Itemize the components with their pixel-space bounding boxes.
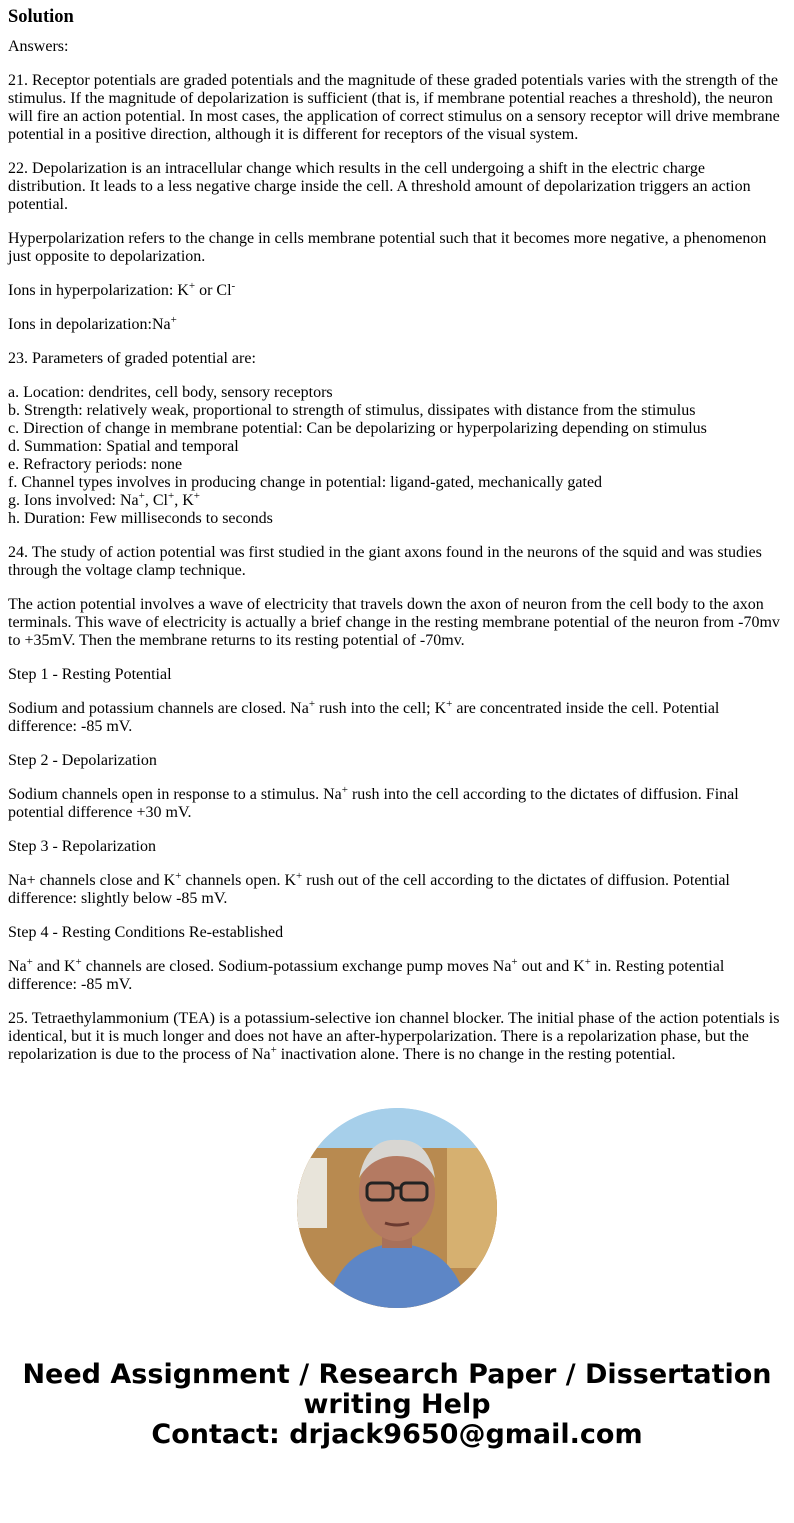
paragraph bbox=[8, 838, 786, 856]
text-run: 21. Receptor potentials are graded potentials and the magnitude of these graded potentials varies with the strength of the stimulus. If the magnitude of depolarization is sufficient (that is, if membrane potential reaches a threshold), the neuron will fire an action potential. In most cases, the application of correct stimulus on a sensory receptor will drive membrane potential in a positive direction, although it is different for receptors of the visual system. bbox=[8, 72, 780, 143]
paragraph bbox=[8, 384, 786, 528]
text-run: or Cl bbox=[195, 282, 232, 299]
text-run: in. Resting potential difference: -85 mV. bbox=[8, 958, 725, 993]
text-run: Ions in hyperpolarization: K bbox=[8, 282, 189, 299]
superscript: - bbox=[231, 280, 236, 292]
paragraph bbox=[8, 666, 786, 684]
author-photo bbox=[297, 1108, 497, 1308]
superscript: + bbox=[170, 314, 177, 326]
text-run: inactivation alone. There is no change in the resting potential. bbox=[276, 1046, 676, 1063]
paragraph bbox=[8, 160, 786, 214]
paragraph bbox=[8, 72, 786, 144]
banner-headline: Need Assignment / Research Paper / Dissertation writing Help bbox=[22, 1359, 772, 1420]
paragraph bbox=[8, 752, 786, 770]
text-run: The action potential involves a wave of electricity that travels down the axon of neuron from the cell body to the axon terminals. This wave of electricity is actually a brief change in the resting membrane potential of the neuron from -70mv to +35mV. Then the membrane returns to its resting potential of -70mv. bbox=[8, 596, 780, 649]
text-run: Step 4 - Resting Conditions Re-established bbox=[8, 924, 284, 941]
superscript: + bbox=[341, 784, 348, 796]
text-run: out and K bbox=[517, 958, 585, 975]
paragraph bbox=[8, 316, 786, 334]
paragraph bbox=[8, 544, 786, 580]
superscript: + bbox=[168, 490, 175, 502]
text-run: Ions in depolarization:Na bbox=[8, 316, 171, 333]
text-run: f. Channel types involves in producing change in potential: ligand-gated, mechanically gated bbox=[8, 474, 603, 491]
paragraph bbox=[8, 1010, 786, 1064]
text-run: 25. Tetraethylammonium (TEA) is a potassium-selective ion channel blocker. The initial phase of the action potentials is identical, but it is much longer and does not have an after-hyperpolarization. There is a repolarization phase, but the repolarization is due to the process of Na bbox=[8, 1010, 780, 1063]
superscript: + bbox=[308, 698, 316, 710]
paragraph bbox=[8, 38, 786, 56]
text-run: Answers: bbox=[8, 38, 69, 55]
solution-title: Solution bbox=[8, 7, 74, 27]
text-run: rush into the cell; K bbox=[315, 700, 447, 717]
paragraph bbox=[8, 924, 786, 942]
author-photo-container bbox=[0, 1108, 794, 1308]
paragraph bbox=[8, 700, 786, 736]
paragraph bbox=[8, 350, 786, 368]
text-run: rush out of the cell according to the dictates of diffusion. Potential difference: slightly below -85 mV. bbox=[8, 872, 730, 907]
banner-contact: Contact: drjack9650@gmail.com bbox=[151, 1419, 643, 1450]
paragraph bbox=[8, 596, 786, 650]
text-run: d. Summation: Spatial and temporal bbox=[8, 438, 239, 455]
superscript: + bbox=[175, 870, 182, 882]
superscript: + bbox=[26, 956, 33, 968]
text-run: Step 1 - Resting Potential bbox=[8, 666, 172, 683]
text-run: Na+ channels close and K bbox=[8, 872, 176, 889]
text-run: c. Direction of change in membrane potential: Can be depolarizing or hyperpolarizing depending on stimulus bbox=[8, 420, 707, 437]
text-run: are concentrated inside the cell. Potential difference: -85 mV. bbox=[8, 700, 720, 735]
text-run: b. Strength: relatively weak, proportional to strength of stimulus, dissipates with distance from the stimulus bbox=[8, 402, 696, 419]
text-run: a. Location: dendrites, cell body, sensory receptors bbox=[8, 384, 333, 401]
contact-banner bbox=[0, 1360, 794, 1450]
answer-body bbox=[8, 38, 786, 1064]
text-run: g. Ions involved: Na bbox=[8, 492, 139, 509]
paragraph bbox=[8, 282, 786, 300]
superscript: + bbox=[296, 870, 303, 882]
text-run: Na bbox=[8, 958, 27, 975]
paragraph bbox=[8, 958, 786, 994]
superscript: + bbox=[193, 490, 200, 502]
text-run: Hyperpolarization refers to the change in cells membrane potential such that it becomes more negative, a phenomenon just opposite to depolarization. bbox=[8, 230, 767, 265]
superscript: + bbox=[584, 956, 591, 968]
text-run: Sodium and potassium channels are closed. Na bbox=[8, 700, 309, 717]
paragraph bbox=[8, 230, 786, 266]
superscript: + bbox=[138, 490, 145, 502]
text-run: channels are closed. Sodium-potassium exchange pump moves Na bbox=[81, 958, 512, 975]
text-run: 24. The study of action potential was first studied in the giant axons found in the neurons of the squid and was studies through the voltage clamp technique. bbox=[8, 544, 762, 579]
text-run: , K bbox=[174, 492, 194, 509]
text-run: Step 2 - Depolarization bbox=[8, 752, 157, 769]
superscript: + bbox=[188, 280, 196, 292]
text-run: rush into the cell according to the dictates of diffusion. Final potential difference +30 mV. bbox=[8, 786, 739, 821]
paragraph bbox=[8, 786, 786, 822]
text-run: e. Refractory periods: none bbox=[8, 456, 183, 473]
paragraph bbox=[8, 872, 786, 908]
text-run: Step 3 - Repolarization bbox=[8, 838, 156, 855]
superscript: + bbox=[270, 1044, 277, 1056]
superscript: + bbox=[75, 956, 82, 968]
superscript: + bbox=[446, 698, 453, 710]
text-run: channels open. K bbox=[181, 872, 297, 889]
text-run: h. Duration: Few milliseconds to seconds bbox=[8, 510, 273, 527]
text-run: , Cl bbox=[144, 492, 168, 509]
text-run: 23. Parameters of graded potential are: bbox=[8, 350, 256, 367]
text-run: 22. Depolarization is an intracellular change which results in the cell undergoing a shift in the electric charge distribution. It leads to a less negative charge inside the cell. A threshold amount of depolarization triggers an action potential. bbox=[8, 160, 751, 213]
superscript: + bbox=[511, 956, 518, 968]
text-run: Sodium channels open in response to a stimulus. Na bbox=[8, 786, 342, 803]
text-run: and K bbox=[32, 958, 76, 975]
